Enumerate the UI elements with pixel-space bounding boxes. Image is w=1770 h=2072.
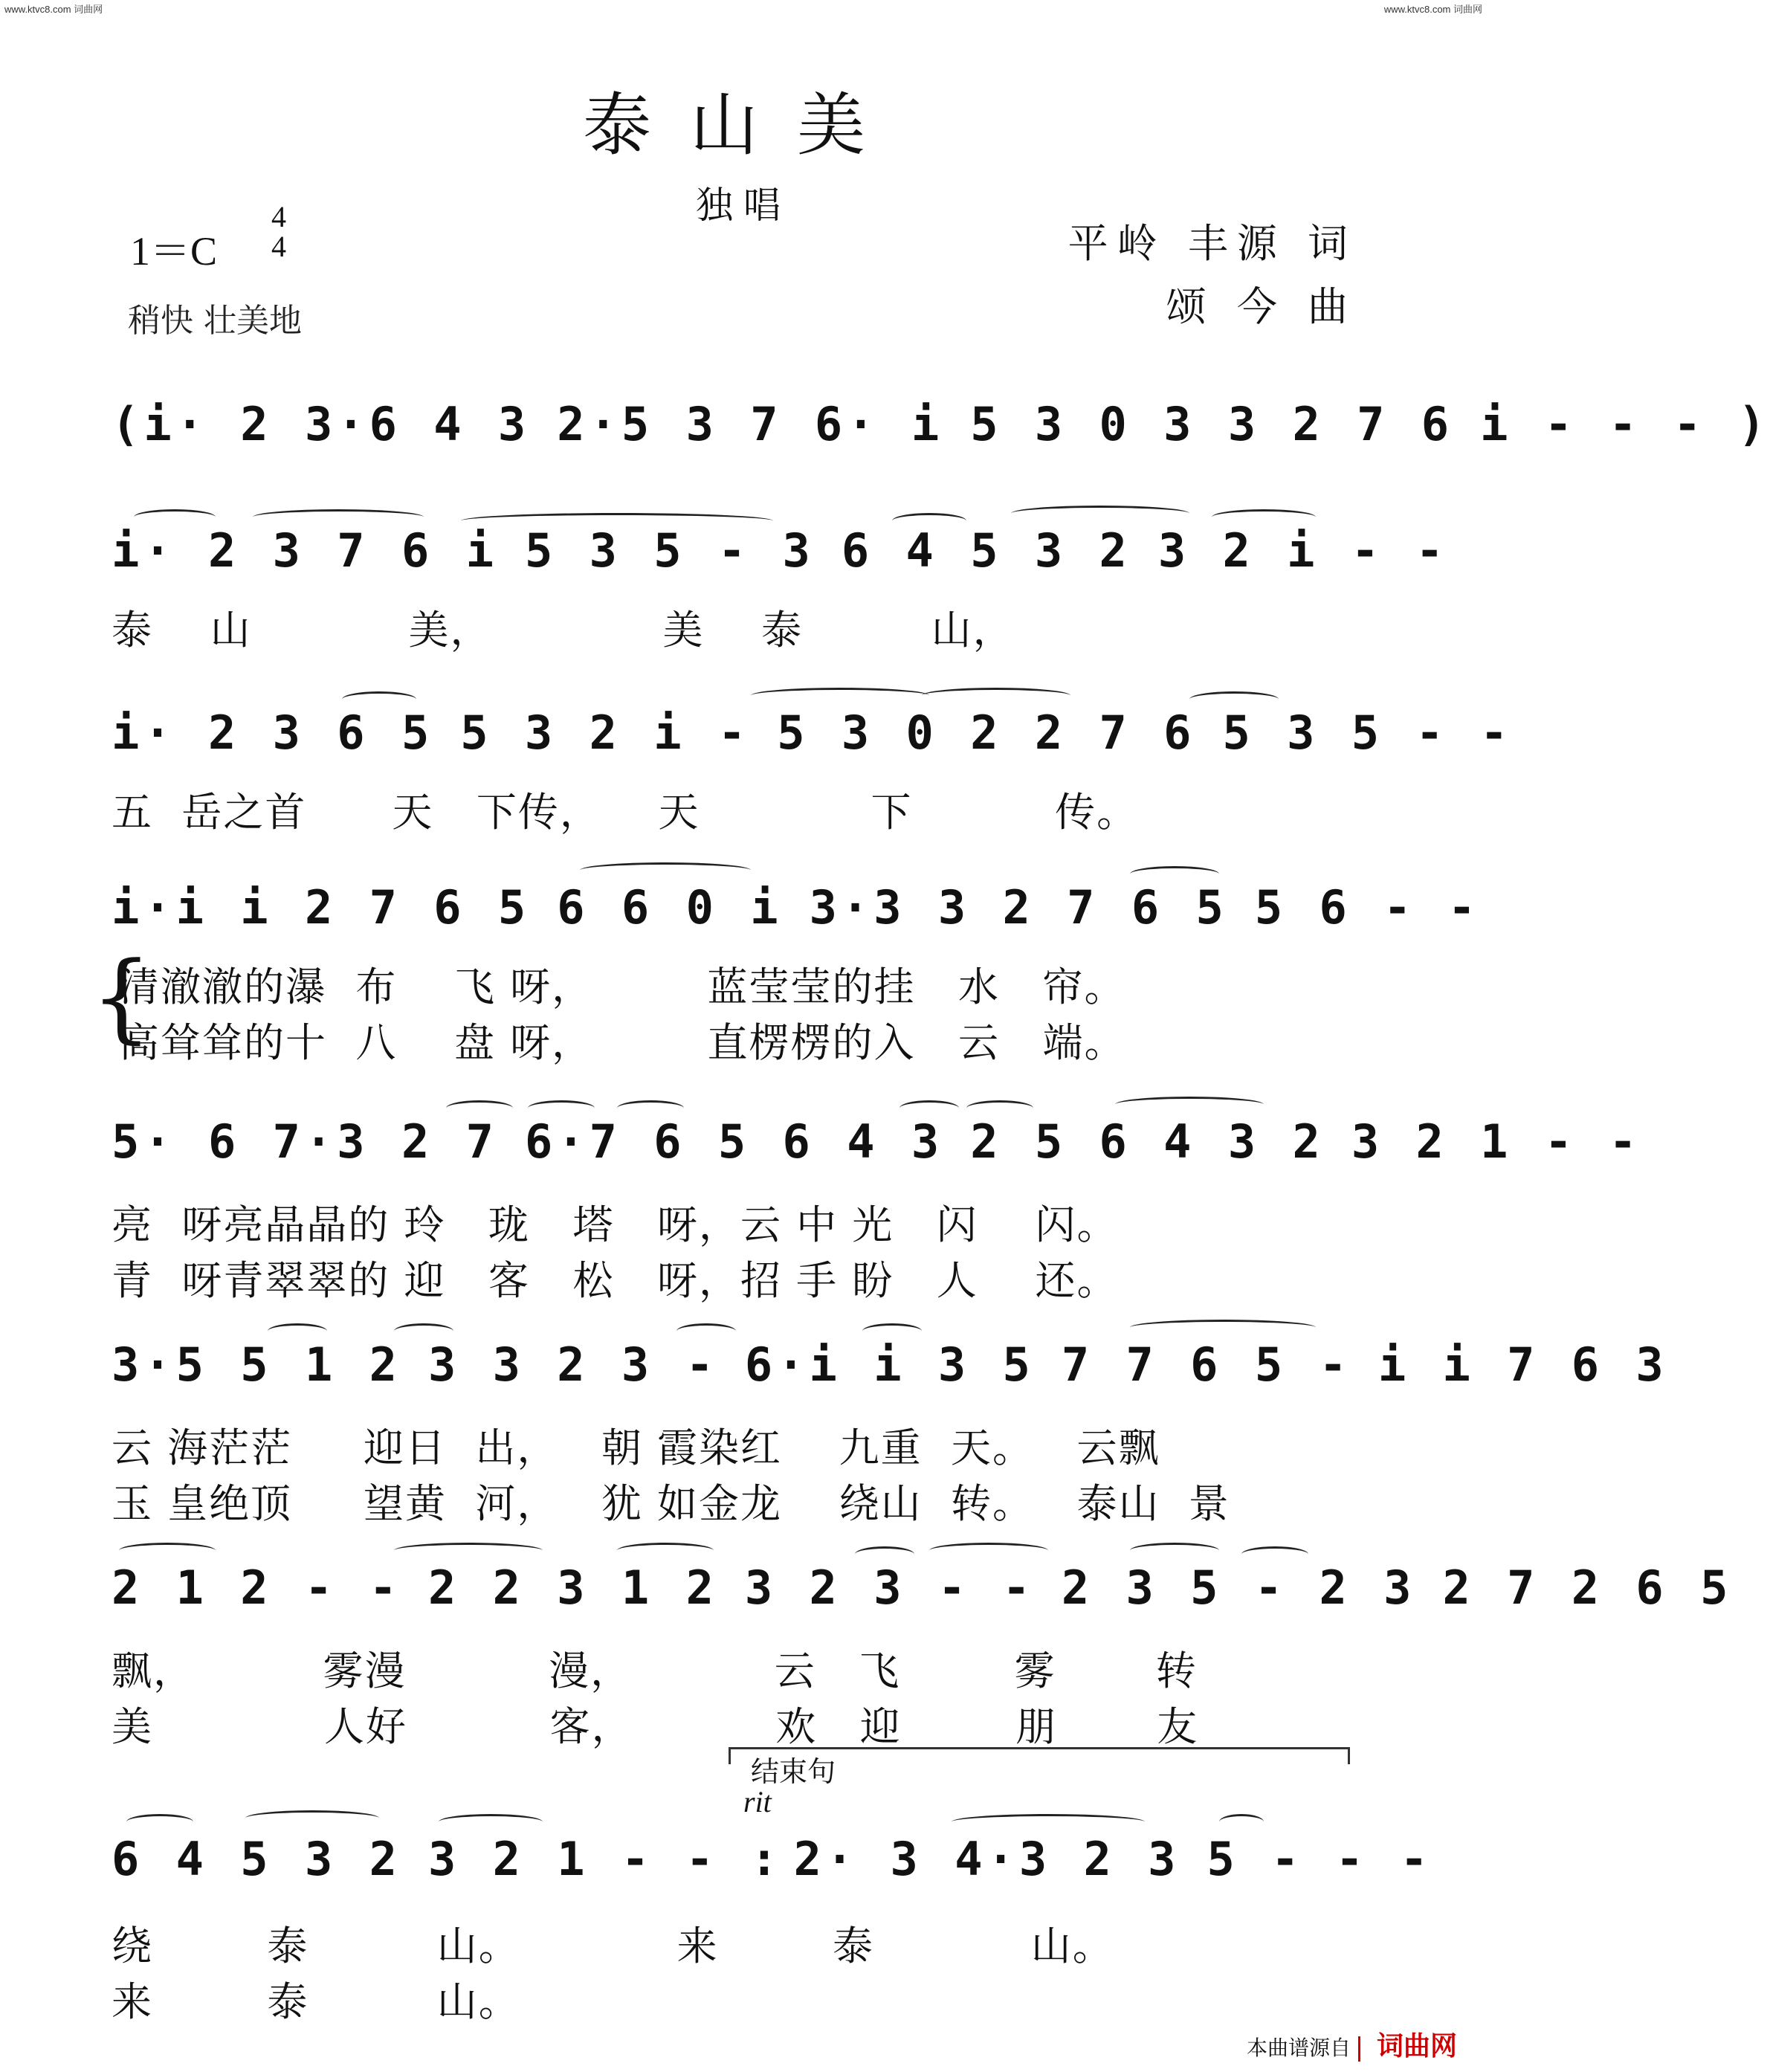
measure: 2 1 2 - - [112,1560,401,1615]
measure: 5 - - - [1207,1831,1433,1886]
lyric-line: 五 岳之首 天 下传， 天 下 传。 [112,789,1139,836]
site-url-left[interactable]: www.ktvc8.com 词曲网 [4,4,103,15]
lyric-line: 高耸耸的十 八 盘 呀， 直楞楞的入 云 端。 [119,1019,1126,1066]
measure: 2 3 5 - 2 3 [1061,1560,1416,1615]
measure: 5 3 5 - - [1222,705,1513,760]
staff-row-4 [112,1104,1641,1305]
measure: 5 3 0 3 3 2 7 6 [970,396,1454,451]
time-signature-top: 4 [271,200,286,233]
staff-row-6 [112,1550,1733,1751]
measure: 5 3 0 2 2 7 6 [777,705,1196,760]
measure: 5 3 2 i - [460,705,751,760]
measure: 5 6 - - [1254,880,1481,935]
staff-row-intro [112,387,1770,461]
measure: 6 4 5 3 2 [112,1831,401,1886]
measure: 6 6 0 i [557,880,783,935]
lyric-line: 来 泰 山。 [112,1978,520,2025]
lyric-line: 飘， 雾漫 漫， 云 飞 雾 转 [112,1647,1198,1694]
measure: 5· 6 7·3 2 7 [112,1114,498,1169]
measure: 6·i i 3 5 [744,1337,1035,1392]
measure: 6·7 6 5 6 4 3 [524,1114,944,1169]
measure: 7 7 6 5 - [1061,1337,1351,1392]
measure: 2 7 2 6 5 [1442,1560,1733,1615]
ending-label: 结束句 [751,1755,836,1788]
ritardando-marking: rit [743,1785,772,1818]
measure: 3 2 i - - [1157,523,1448,578]
measure: 2· 3 4·3 2 3 [793,1831,1180,1886]
measure: 3 2 1 - - [1351,1114,1641,1169]
measure: 3 3 2 3 - [427,1337,718,1392]
footer-source-text: 本曲谱源自 [1246,2036,1351,2060]
measure: 3·5 5 1 2 [112,1337,401,1392]
staff-row-1 [112,513,1448,662]
verse-brace: { [91,940,152,1053]
lyric-line: 云 海茫茫 迎日 出， 朝 霞染红 九重 天。 云飘 [112,1424,1160,1471]
measure: 3·3 3 2 7 6 5 [809,880,1228,935]
measure: 3 2 1 - - : [427,1831,783,1886]
time-signature [264,202,294,262]
measure: i i 7 6 3 [1377,1337,1668,1392]
measure: 3 2 3 - - [744,1560,1035,1615]
measure: 2 5 6 4 3 2 [970,1114,1325,1169]
staff-row-2 [112,695,1513,844]
tempo-marking: 稍快 壮美地 [128,302,302,340]
site-logo[interactable]: 词曲网 [1376,2031,1457,2062]
measure: 6 4 5 3 2 [841,523,1131,578]
measure: i·i i 2 7 6 5 [112,880,531,935]
time-signature-bottom: 4 [271,230,286,263]
composer-credit: 颂 今 曲 [1166,283,1357,330]
measure: 2 2 3 1 2 [427,1560,718,1615]
lyric-line: 玉 皇绝顶 望黄 河， 犹 如金龙 绕山 转。 泰山 景 [112,1480,1230,1527]
measure: (i· 2 3·6 4 3 [112,396,531,451]
measure: i· 2 3 7 6 i [112,523,498,578]
lyric-line: 青 呀青翠翠的 迎 客 松 呀，招 手 盼 人 还。 [112,1257,1119,1304]
lyric-line: 美 人好 客， 欢 迎 朋 友 [112,1703,1199,1750]
lyricist-credit: 平岭 丰源 词 [1068,220,1357,267]
lyric-line: 亮 呀亮晶晶的 玲 珑 塔 呀，云 中 光 闪 闪。 [112,1201,1119,1248]
performance-type: 独唱 [696,184,791,227]
staff-row-7 [112,1755,1433,2037]
measure: i - - - ) [1480,396,1770,451]
site-url-right[interactable]: www.ktvc8.com 词曲网 [1383,4,1482,15]
lyric-line: 绕 泰 山。 来 泰 山。 [112,1923,1114,1969]
measure: 5 3 5 - 3 [524,523,815,578]
staff-row-3 [91,870,1481,1071]
lyric-line: 泰 山 美， 美 泰 山， [112,607,1015,653]
staff-row-5 [112,1327,1668,1528]
lyric-line: 清澈澈的瀑 布 飞 呀， 蓝莹莹的挂 水 帘。 [119,964,1126,1010]
song-title: 泰山美 [582,85,904,165]
source-footer [1247,2025,1457,2063]
key-signature: 1＝C [130,229,218,274]
measure: 2·5 3 7 6· i [557,396,944,451]
measure: i· 2 3 6 5 [112,705,434,760]
